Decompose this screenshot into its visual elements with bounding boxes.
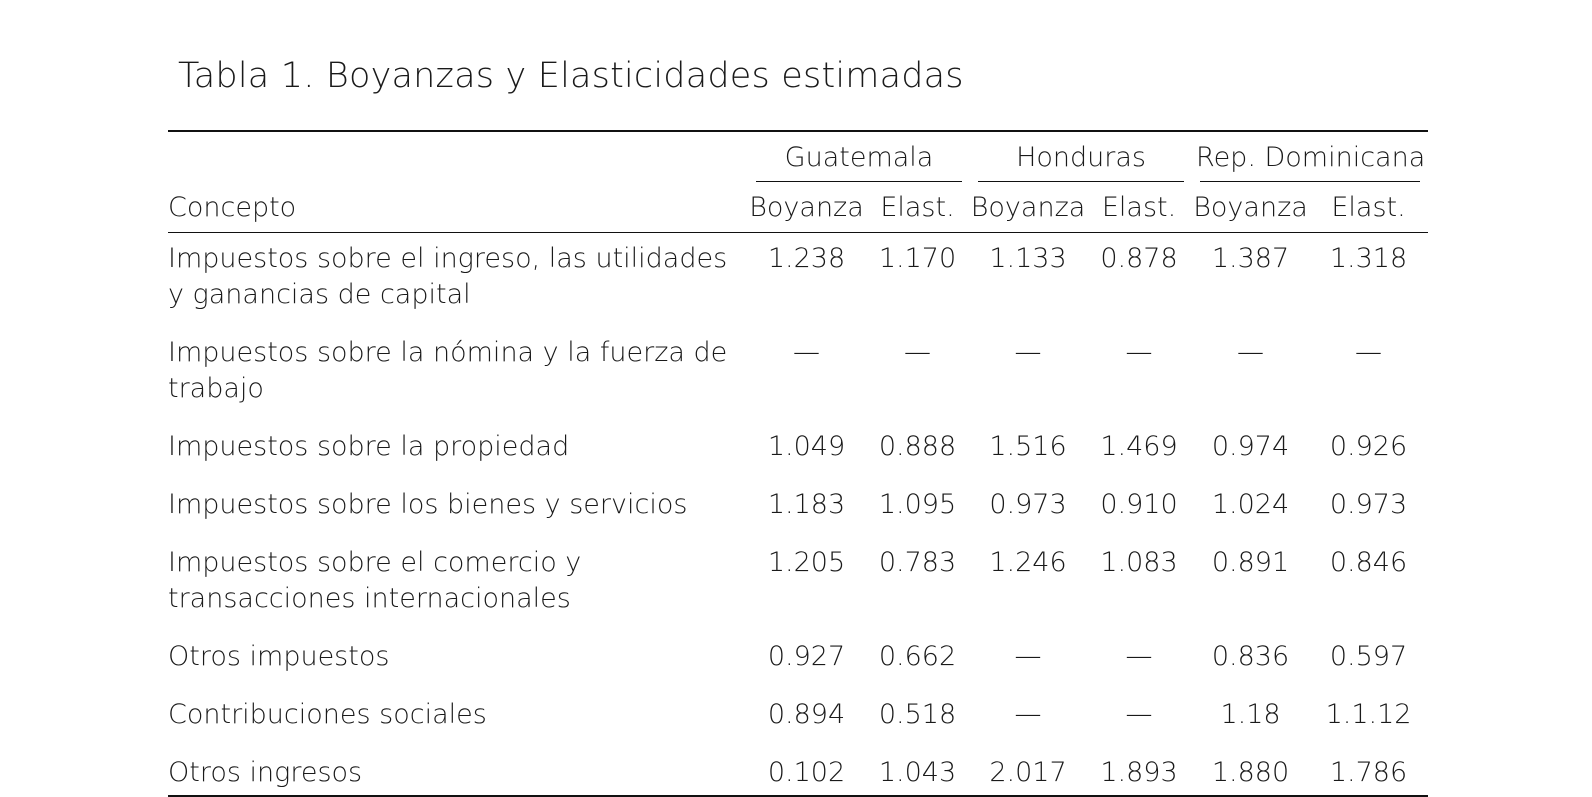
table-cell: 1.205	[767, 547, 846, 578]
table-cell: 0.597	[1329, 641, 1408, 672]
table-cell: 0.518	[878, 699, 957, 730]
table-cell: —	[1014, 337, 1042, 368]
table-cell: 1.083	[1100, 547, 1178, 578]
table-cell: 1.1.12	[1325, 699, 1412, 730]
table-cell: —	[793, 337, 820, 368]
row-concept: Impuestos sobre el ingreso, las utilidades y ganancias de capital	[168, 243, 728, 310]
header-blank-cell	[168, 131, 748, 182]
row-concept: Otros impuestos	[168, 641, 390, 672]
table-row	[168, 631, 1428, 689]
table-cell: 1.095	[878, 489, 957, 520]
table-cell: 2.017	[970, 747, 1086, 796]
table-cell: —	[1125, 699, 1153, 730]
table-cell: 0.926	[1329, 431, 1408, 462]
rep-dominicana-elast-header: Elast.	[1309, 182, 1428, 233]
country-header-honduras: Honduras	[970, 131, 1192, 182]
row-concept: Impuestos sobre el comercio y transacciones internacionales	[168, 547, 582, 614]
table-row	[168, 537, 1428, 631]
row-concept: Contribuciones sociales	[168, 699, 487, 730]
table-cell: 0.891	[1211, 547, 1290, 578]
table-cell: 1.183	[767, 489, 846, 520]
table-cell: —	[1125, 337, 1153, 368]
table-row	[168, 233, 1428, 328]
row-concept: Impuestos sobre la nómina y la fuerza de trabajo	[168, 337, 728, 404]
honduras-elast-header: Elast.	[1086, 182, 1192, 233]
table-row	[168, 689, 1428, 747]
table-cell: 1.043	[865, 747, 970, 796]
row-concept: Impuestos sobre los bienes y servicios	[168, 489, 688, 520]
table-row	[168, 479, 1428, 537]
table-cell: —	[1014, 699, 1042, 730]
table-cell: 1.170	[878, 243, 957, 274]
row-concept: Otros ingresos	[168, 747, 748, 796]
table-cell: 0.973	[1329, 489, 1408, 520]
table-cell: 1.387	[1211, 243, 1290, 274]
column-header-row	[168, 182, 1428, 233]
table-cell: 1.516	[989, 431, 1067, 462]
row-concept: Impuestos sobre la propiedad	[168, 431, 570, 462]
table-row	[168, 327, 1428, 421]
table-cell: 0.927	[767, 641, 846, 672]
table-cell: 0.102	[748, 747, 865, 796]
table-cell: 1.18	[1220, 699, 1281, 730]
elasticities-table	[168, 130, 1428, 797]
table-cell: 0.836	[1211, 641, 1290, 672]
table-cell: —	[1355, 337, 1383, 368]
table-cell: 0.973	[989, 489, 1067, 520]
table-cell: 1.246	[989, 547, 1067, 578]
rep-dominicana-boyanza-header: Boyanza	[1192, 182, 1309, 233]
table-cell: 1.238	[767, 243, 846, 274]
table-cell: 0.662	[878, 641, 957, 672]
guatemala-elast-header: Elast.	[865, 182, 970, 233]
guatemala-boyanza-header: Boyanza	[748, 182, 865, 233]
table-cell: 0.910	[1100, 489, 1178, 520]
table-cell: 0.974	[1211, 431, 1290, 462]
table-cell: —	[1125, 641, 1153, 672]
table-cell: 1.786	[1309, 747, 1428, 796]
country-header-rep-dominicana: Rep. Dominicana	[1192, 131, 1428, 182]
table-cell: 0.878	[1100, 243, 1178, 274]
honduras-boyanza-header: Boyanza	[970, 182, 1086, 233]
table-title: Tabla 1. Boyanzas y Elasticidades estimadas	[178, 56, 964, 96]
table-cell: —	[1237, 337, 1265, 368]
table-cell: 1.469	[1100, 431, 1178, 462]
table-cell: 0.783	[878, 547, 957, 578]
country-header-guatemala: Guatemala	[748, 131, 970, 182]
table-cell: 1.024	[1211, 489, 1290, 520]
table-cell: —	[1014, 641, 1042, 672]
table-cell: 0.846	[1329, 547, 1408, 578]
table-cell: 1.133	[989, 243, 1067, 274]
table-cell: 0.888	[878, 431, 957, 462]
table-cell: 1.893	[1086, 747, 1192, 796]
concept-column-header: Concepto	[168, 182, 748, 233]
table-cell: —	[904, 337, 931, 368]
country-header-row	[168, 131, 1428, 182]
table-cell: 0.894	[767, 699, 846, 730]
table-cell: 1.049	[767, 431, 846, 462]
table-cell: 1.880	[1192, 747, 1309, 796]
table-cell: 1.318	[1329, 243, 1408, 274]
table-row	[168, 421, 1428, 479]
